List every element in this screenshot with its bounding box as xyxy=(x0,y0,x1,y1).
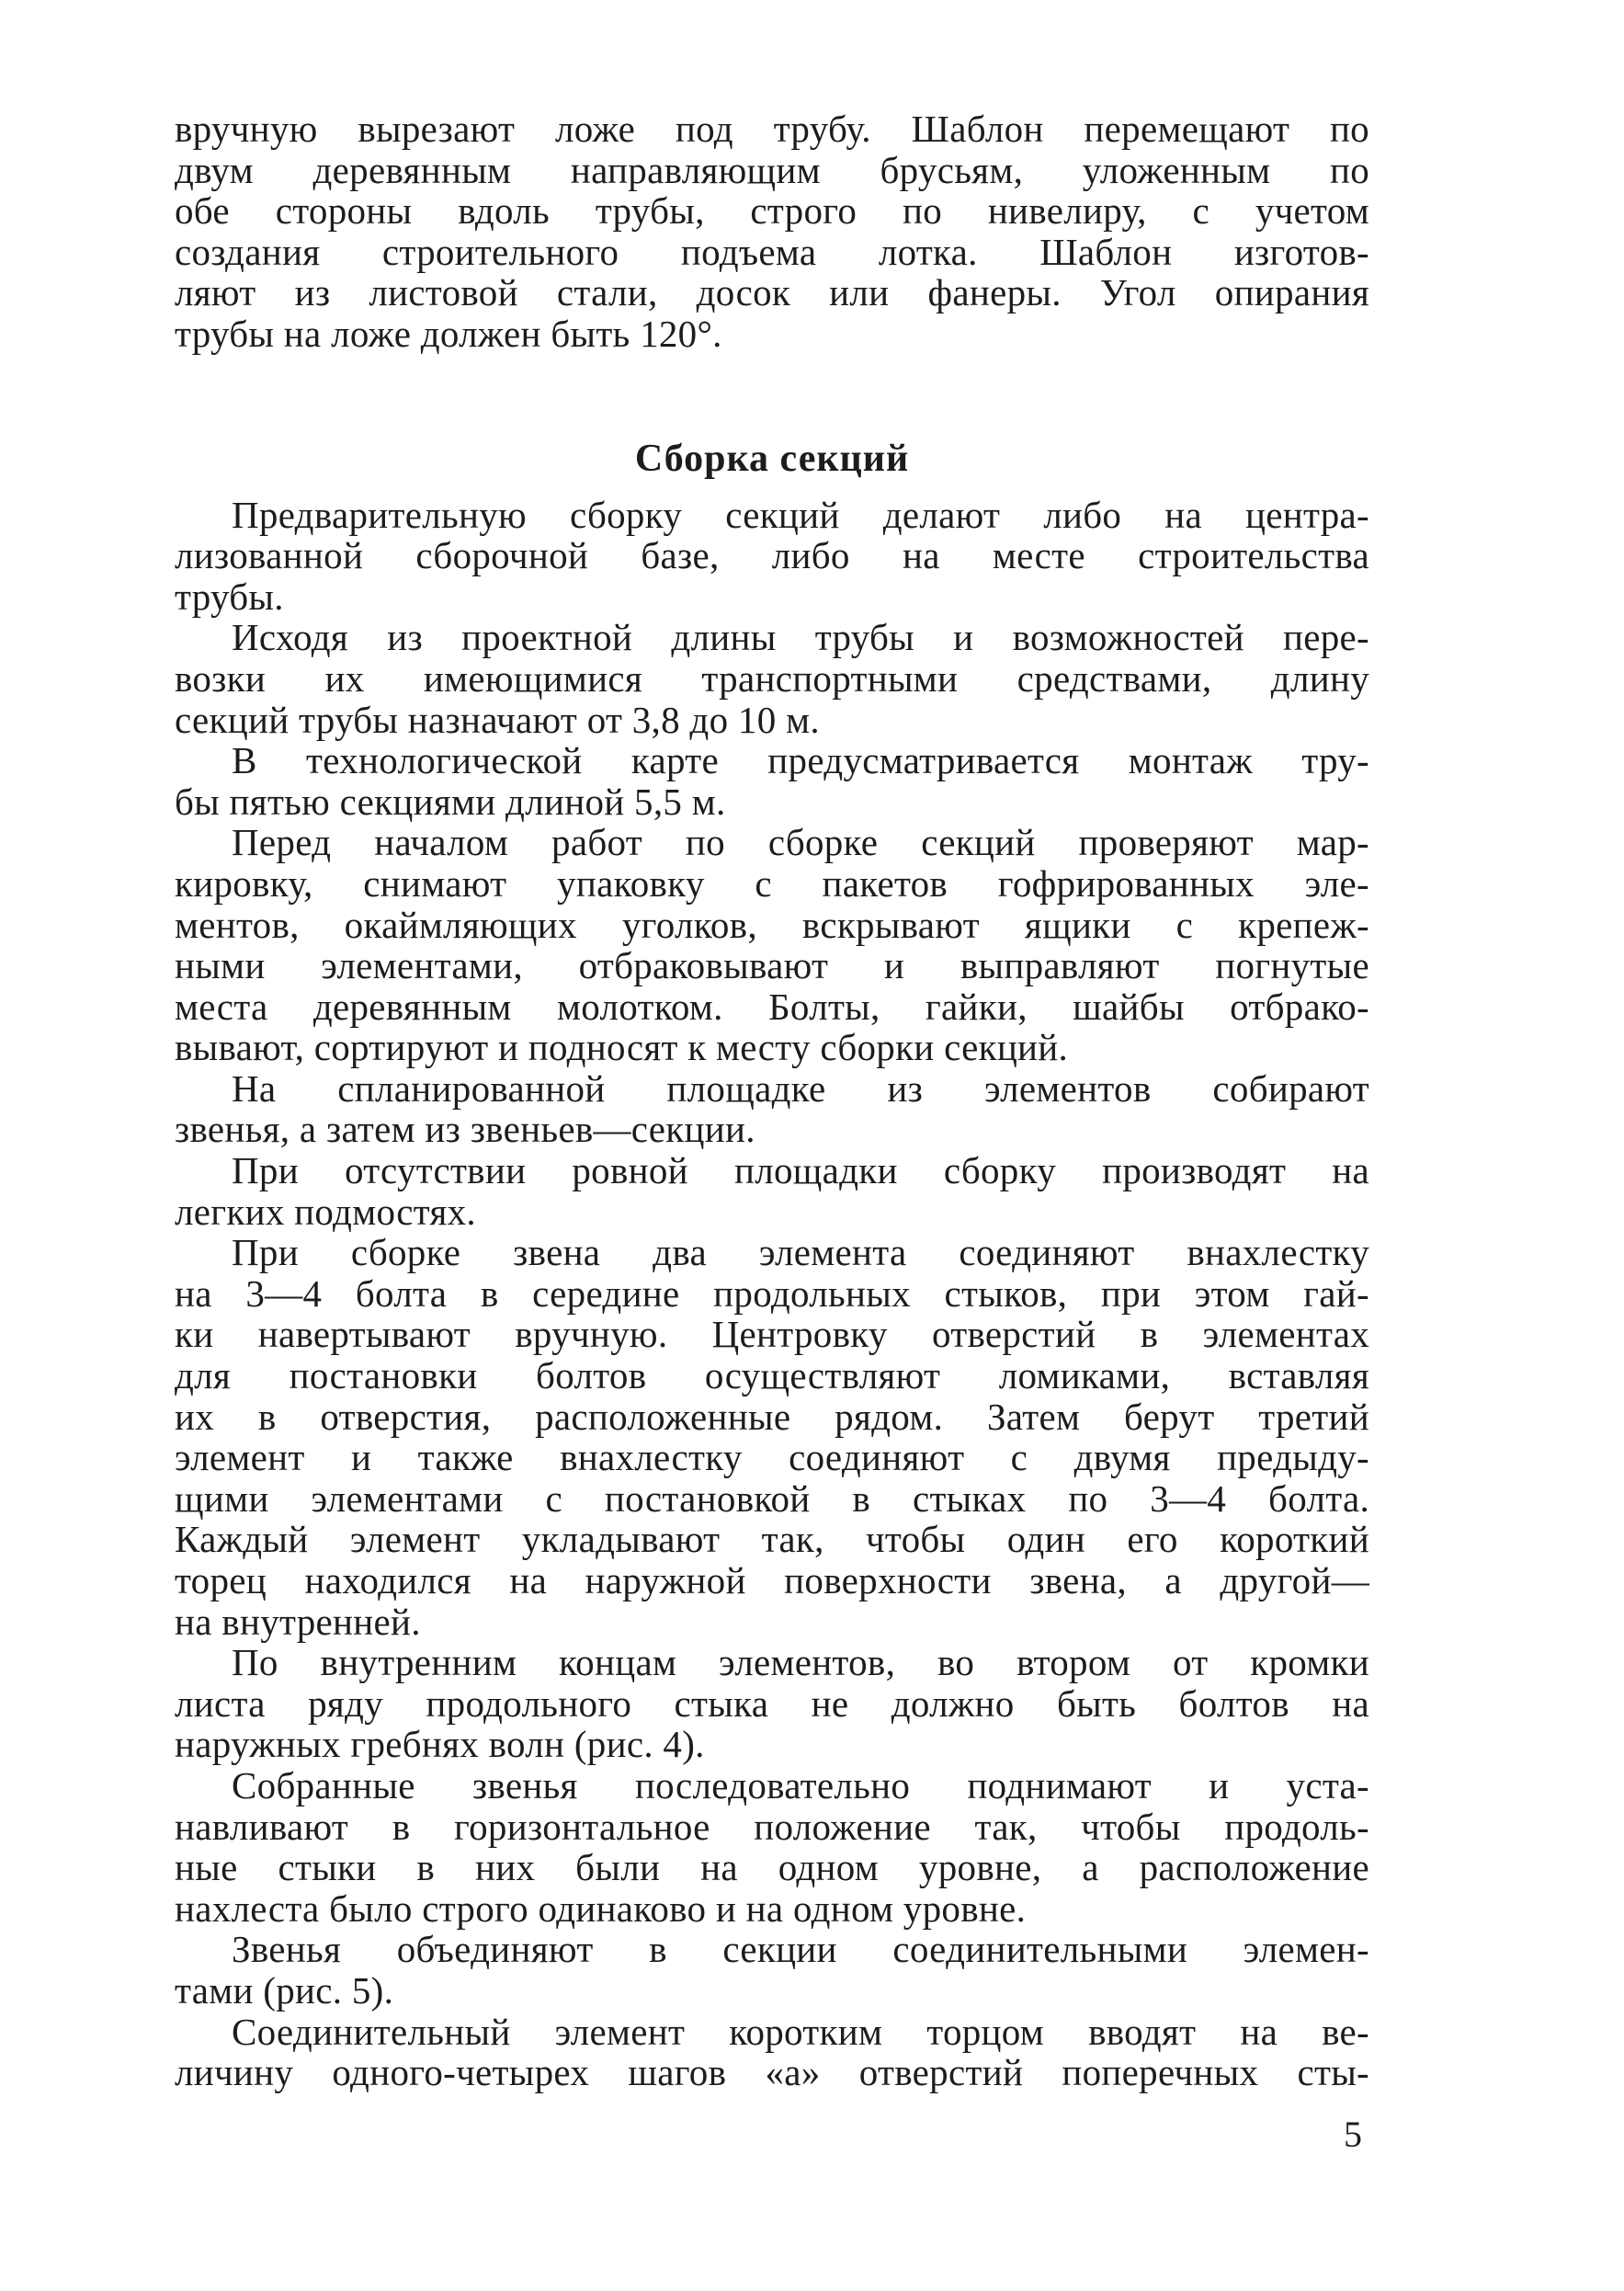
text-line: При отсутствии ровной площадки сборку производят на xyxy=(232,1149,1369,1192)
text-line: ными элементами, отбраковывают и выправляют погнутые xyxy=(175,944,1369,987)
text-line: В технологической карте предусматривается монтаж тру- xyxy=(232,739,1369,782)
text-line: По внутренним концам элементов, во втором от кромки xyxy=(232,1641,1369,1684)
text-line: личину одного-четырех шагов «а» отверстий поперечных сты- xyxy=(175,2051,1369,2094)
paragraph xyxy=(175,1232,1369,1642)
text-line: наружных гребнях волн (рис. 4). xyxy=(175,1723,705,1766)
section-heading: Сборка секций xyxy=(634,437,910,480)
text-line: обе стороны вдоль трубы, строго по нивелиру, с учетом xyxy=(175,189,1369,233)
paragraph xyxy=(175,617,1369,740)
paragraph xyxy=(175,1068,1369,1150)
text-line: кировку, снимают упаковку с пакетов гофрированных эле- xyxy=(175,861,1369,905)
text-line: места деревянным молотком. Болты, гайки, шайбы отбрако- xyxy=(175,985,1369,1028)
intro-paragraph xyxy=(175,108,1369,355)
text-line: Перед началом работ по сборке секций проверяют мар- xyxy=(232,821,1369,864)
text-line: лизованной сборочной базе, либо на месте строительства xyxy=(175,534,1369,577)
page-number: 5 xyxy=(1344,2114,1362,2155)
paragraph xyxy=(175,822,1369,1068)
paragraph xyxy=(175,2012,1369,2093)
paragraph xyxy=(175,740,1369,822)
text-line: Звенья объединяют в секции соединительными элемен- xyxy=(232,1928,1369,1971)
text-line: на внутренней. xyxy=(175,1600,421,1643)
text-line: Собранные звенья последовательно поднимают и уста- xyxy=(232,1763,1369,1807)
text-line: Исходя из проектной длины трубы и возможностей пере- xyxy=(232,616,1369,659)
text-line: трубы на ложе должен быть 120°. xyxy=(175,312,722,355)
text-line: двум деревянным направляющим брусьям, уложенным по xyxy=(175,148,1369,191)
text-line: ляют из листовой стали, досок или фанеры. Угол опирания xyxy=(175,271,1369,314)
paragraph xyxy=(175,1642,1369,1765)
text-line: для постановки болтов осуществляют ломиками, вставляя xyxy=(175,1354,1369,1397)
paragraph xyxy=(175,1929,1369,2011)
text-line: навливают в горизонтальное положение так, чтобы продоль- xyxy=(175,1805,1369,1848)
text-line: легких подмостях. xyxy=(175,1190,476,1233)
text-line: Предварительную сборку секций делают либо на центра- xyxy=(232,493,1369,536)
text-line: нахлеста было строго одинаково и на одном уровне. xyxy=(175,1886,1027,1930)
text-line: ментов, окаймляющих уголков, вскрывают ящики с крепеж- xyxy=(175,903,1369,946)
text-line: Каждый элемент укладывают так, чтобы один его короткий xyxy=(175,1518,1369,1561)
text-line: их в отверстия, расположенные рядом. Затем берут третий xyxy=(175,1395,1369,1438)
text-line: трубы. xyxy=(175,575,284,618)
text-line: торец находился на наружной поверхности звена, а другой— xyxy=(175,1559,1369,1601)
text-line: ки навертывают вручную. Центровку отверстий в элементах xyxy=(175,1313,1369,1356)
text-line: звенья, а затем из звеньев—секции. xyxy=(175,1108,755,1151)
text-line: тами (рис. 5). xyxy=(175,1968,394,2012)
text-line: При сборке звена два элемента соединяют внахлестку xyxy=(232,1231,1369,1274)
text-line: вручную вырезают ложе под трубу. Шаблон перемещают по xyxy=(175,108,1369,150)
text-line: На спланированной площадке из элементов собирают xyxy=(232,1066,1369,1110)
paragraph xyxy=(175,1150,1369,1232)
text-line: секций трубы назначают от 3,8 до 10 м. xyxy=(175,698,820,741)
text-line: листа ряду продольного стыка не должно быть болтов на xyxy=(175,1681,1369,1725)
text-line: щими элементами с постановкой в стыках по 3—4 болта. xyxy=(175,1476,1369,1520)
body-text xyxy=(175,108,1369,2093)
section-body xyxy=(175,495,1369,2093)
paragraph xyxy=(175,495,1369,618)
paragraph xyxy=(175,1765,1369,1929)
text-line: возки их имеющимися транспортными средствами, длину xyxy=(175,656,1369,700)
text-line: ные стыки в них были на одном уровне, а расположение xyxy=(175,1846,1369,1889)
text-line: создания строительного подъема лотка. Шаблон изготов- xyxy=(175,230,1369,273)
text-line: на 3—4 болта в середине продольных стыков, при этом гай- xyxy=(175,1271,1369,1315)
text-line: Соединительный элемент коротким торцом вводят на ве- xyxy=(232,2010,1369,2053)
text-line: бы пятью секциями длиной 5,5 м. xyxy=(175,780,726,823)
text-line: элемент и также внахлестку соединяют с двумя предыду- xyxy=(175,1436,1369,1479)
text-line: вывают, сортируют и подносят к месту сборки секций. xyxy=(175,1026,1069,1069)
